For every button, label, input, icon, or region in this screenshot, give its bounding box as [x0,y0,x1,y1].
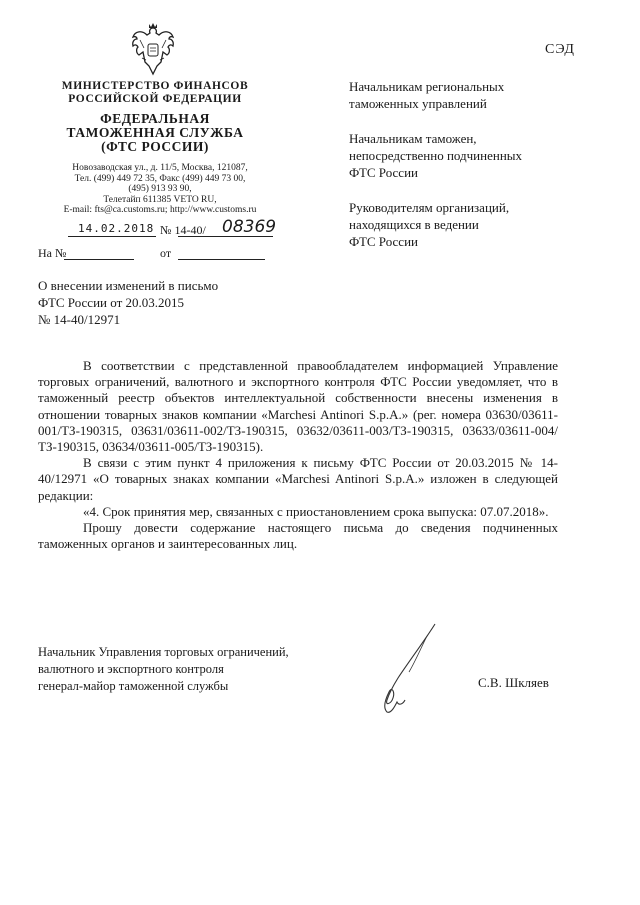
sed-mark: СЭД [545,42,575,57]
address-line: (495) 913 93 90, [128,184,192,194]
address-line: Телетайп 611385 VETO RU, [103,194,217,205]
recipient-group [349,78,619,112]
subject-line: № 14-40/12971 [38,312,121,327]
body-paragraph: В связи с этим пункт 4 приложения к письму ФТС России от 20.03.2015 № 14-40/12971 «О товарных знаках компании «Marchesi Antinori S.p.A.» изложен в следующей редакции: [38,455,558,503]
recipient-line: находящихся в ведении [349,217,479,232]
ministry-line: МИНИСТЕРСТВО ФИНАНСОВ [61,80,249,92]
signatory-title [38,644,368,695]
body-paragraph: Прошу довести содержание настоящего письма до сведения подчиненных таможенных органов и заинтересованных лиц. [38,520,558,552]
letter-subject [38,277,298,328]
registration-number-handwritten: 08369 [222,217,277,237]
registration-number-prefix: № 14-40/ [160,223,206,237]
service-line: ФЕДЕРАЛЬНАЯ [100,111,210,126]
recipient-line: ФТС России [349,165,418,180]
signatory-title-line: Начальник Управления торговых ограничений, [38,645,289,659]
address-line: Новозаводская ул., д. 11/5, Москва, 121087, [72,163,248,173]
date-underline [68,236,156,237]
double-headed-eagle-emblem-icon [130,22,176,76]
recipient-line: ФТС России [349,234,418,249]
contact-address [55,163,265,216]
registration-block [38,217,278,267]
subject-line: ФТС России от 20.03.2015 [38,295,185,310]
reference-label: На № [38,246,67,260]
service-line: (ФТС РОССИИ) [101,139,209,154]
service-name [60,112,250,154]
service-line: ТАМОЖЕННАЯ СЛУЖБА [66,125,244,140]
recipient-line: таможенных управлений [349,96,487,111]
number-underline [178,236,273,237]
ministry-name [60,80,250,106]
reference-underline [64,259,134,260]
signatory-title-line: валютного и экспортного контроля [38,662,224,676]
address-line: Тел. (499) 449 72 35, Факс (499) 449 73 00, [74,173,246,184]
registration-date: 14.02.2018 [78,222,155,235]
signatory-name: С.В. Шкляев [478,675,549,690]
subject-line: О внесении изменений в письмо [38,278,219,293]
recipient-line: Начальникам региональных [349,79,505,94]
recipient-line: Руководителям организаций, [349,200,510,215]
from-underline [178,259,265,260]
address-line: E-mail: fts@ca.customs.ru; http://www.customs.ru [63,205,257,215]
recipient-line: Начальникам таможен, [349,131,477,146]
handwritten-signature-icon [365,620,445,720]
recipients-block [349,78,619,268]
letter-body [38,358,558,552]
recipient-group [349,130,619,181]
body-paragraph: «4. Срок принятия мер, связанных с приостановлением срока выпуска: 07.07.2018». [83,503,549,519]
from-label: от [160,246,172,260]
body-paragraph: В соответствии с представленной правообладателем информацией Управление торговых ограничений, валютного и экспортного контроля ФТС России уведомляет, что в таможенный реестр объектов интеллектуальной собственности внесены изменения в отношении товарных знаков компании «Marchesi Antinori S.p.A.» (рег. номера 03630/03611-001/ТЗ-190315, 03631/03611-002/ТЗ-190315, 03632/03611-003/ТЗ-190315, 03633/03611-004/ТЗ-190315, 03634/03611-005/ТЗ-190315). [38,358,558,455]
recipient-group [349,199,619,250]
recipient-line: непосредственно подчиненных [349,148,523,163]
ministry-line: РОССИЙСКОЙ ФЕДЕРАЦИИ [68,93,242,105]
signatory-title-line: генерал-майор таможенной службы [38,679,229,693]
